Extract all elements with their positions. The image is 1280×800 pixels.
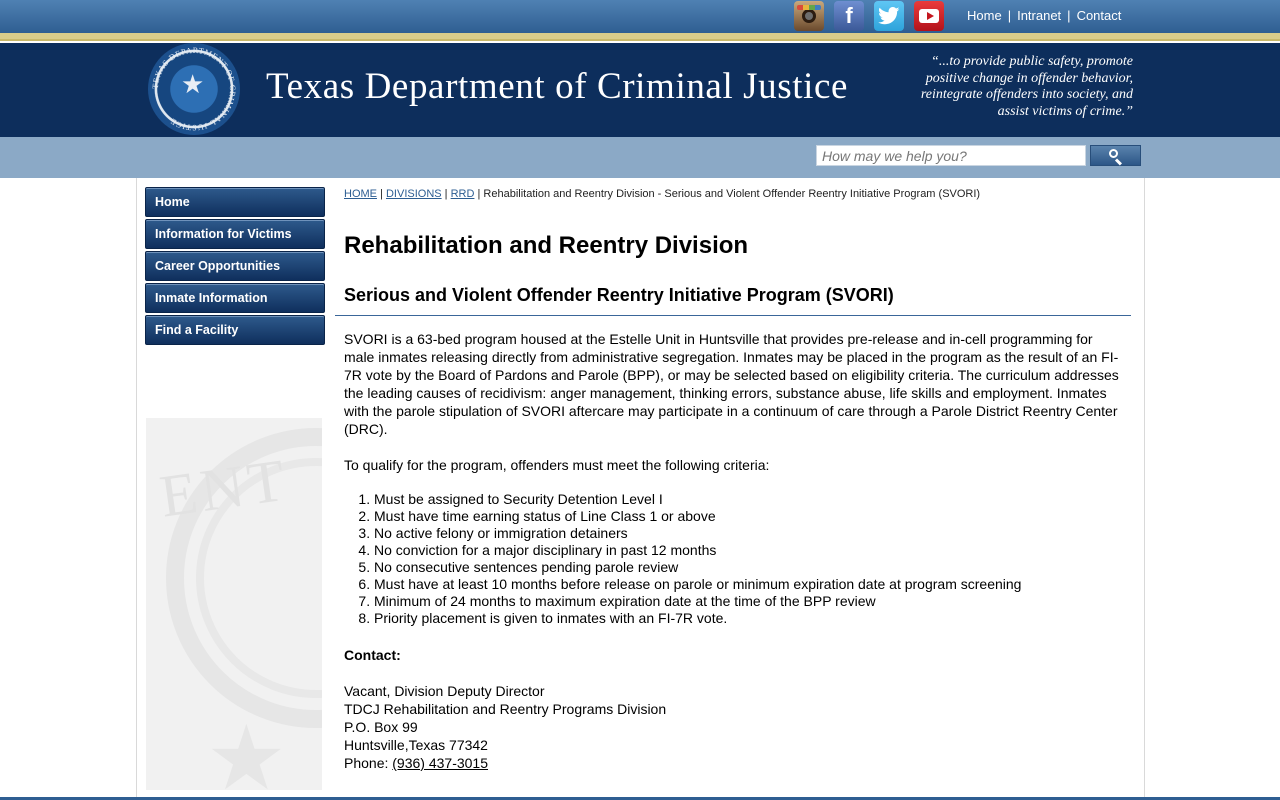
contact-po-box: P.O. Box 99 [344, 719, 418, 735]
top-link-separator: | [1067, 8, 1071, 23]
sidebar-nav [145, 187, 325, 347]
svg-text:TEXAS DEPARTMENT OF CRIMINAL J: TEXAS DEPARTMENT OF CRIMINAL JUSTICE [150, 45, 238, 133]
criteria-list [374, 491, 1021, 627]
list-item: 1. Must be assigned to Security Detention Level I [374, 491, 1021, 508]
phone-link[interactable]: (936) 437-3015 [392, 755, 489, 771]
section-title: Serious and Violent Offender Reentry Initiative Program (SVORI) [344, 285, 894, 305]
list-item: 8. Priority placement is given to inmates with an FI-7R vote. [374, 610, 1021, 627]
search-band [0, 137, 1280, 178]
tdcj-seal-logo[interactable] [148, 43, 240, 135]
instagram-lens [802, 9, 816, 23]
contact-block [344, 682, 666, 772]
site-title[interactable]: Texas Department of Criminal Justice [266, 66, 849, 107]
page-title: Rehabilitation and Reentry Division [344, 232, 749, 259]
breadcrumb-rrd[interactable]: RRD [450, 188, 475, 200]
youtube-play-box [919, 9, 939, 23]
sidebar-item-inmate-info[interactable]: Inmate Information [145, 283, 325, 313]
search-button[interactable] [1090, 145, 1141, 166]
youtube-icon[interactable] [914, 1, 944, 31]
contact-city: Huntsville,Texas 77342 [344, 737, 488, 753]
contact-organization: TDCJ Rehabilitation and Reentry Programs Division [344, 701, 667, 717]
breadcrumb-separator: | [380, 188, 383, 200]
twitter-bird-glyph [878, 7, 900, 25]
contact-phone-row [344, 754, 666, 772]
program-description: SVORI is a 63-bed program housed at the Estelle Unit in Huntsville that provides pre-release and in-cell programming for male inmates releasing directly from administrative segregation. Inmates may be placed in the program as the result of an FI-7R vote by the Board of Pardons and Parole (BPP), or may be selected based on eligibility criteria. The curriculum addresses the leading causes of recidivism: anger management, thinking errors, substance abuse, life skills and employment. Inmates with the parole stipulation of SVORI aftercare may participate in a continuum of care through a Parole District Reentry Center (DRC). [344, 331, 1119, 437]
breadcrumb-current: Rehabilitation and Reentry Division - Serious and Violent Offender Reentry Initiative Program (SVORI) [483, 188, 981, 200]
criteria-intro: To qualify for the program, offenders must meet the following criteria: [344, 457, 770, 473]
main-content [344, 187, 1131, 771]
sidebar-item-home[interactable]: Home [145, 187, 325, 217]
breadcrumb [344, 187, 1131, 201]
twitter-icon[interactable] [874, 1, 904, 31]
list-item: 2. Must have time earning status of Line Class 1 or above [374, 508, 1021, 525]
top-link-home[interactable]: Home [967, 8, 1002, 23]
list-item: 6. Must have at least 10 months before release on parole or minimum expiration date at program screening [374, 576, 1021, 593]
top-link-contact[interactable]: Contact [1076, 8, 1122, 23]
search-icon [1109, 149, 1123, 163]
top-link-separator: | [1007, 8, 1012, 23]
list-item: 7. Minimum of 24 months to maximum expiration date at the time of the BPP review [374, 593, 1021, 610]
site-header [0, 43, 1280, 137]
list-item: 3. No active felony or immigration detainers [374, 525, 1021, 542]
sidebar-item-careers[interactable]: Career Opportunities [145, 251, 325, 281]
seal-watermark: ENT ★ [146, 418, 322, 790]
contact-heading: Contact: [344, 647, 401, 663]
list-item: 4. No conviction for a major disciplinary in past 12 months [374, 542, 1021, 559]
contact-name: Vacant, Division Deputy Director [344, 683, 545, 699]
breadcrumb-divisions[interactable]: DIVISIONS [385, 188, 442, 200]
instagram-icon[interactable] [794, 1, 824, 31]
sidebar-item-find-facility[interactable]: Find a Facility [145, 315, 325, 345]
section-divider [335, 315, 1131, 316]
breadcrumb-home[interactable]: HOME [344, 188, 377, 200]
gold-divider [0, 33, 1280, 41]
mission-motto: “...to provide public safety, promote positive change in offender behavior, reintegrate offenders into society, and assist victims of crime.” [920, 54, 1133, 119]
search-input[interactable] [816, 145, 1086, 166]
top-utility-bar [0, 0, 1280, 33]
instagram-stripe [797, 5, 821, 10]
watermark-star-icon: ★ [206, 709, 287, 790]
sidebar-item-victims[interactable]: Information for Victims [145, 219, 325, 249]
top-links [967, 8, 1121, 23]
top-link-intranet[interactable]: Intranet [1017, 8, 1062, 23]
facebook-icon[interactable]: f [834, 1, 864, 31]
phone-label: Phone: [344, 755, 389, 771]
list-item: 5. No consecutive sentences pending parole review [374, 559, 1021, 576]
breadcrumb-separator: | [444, 188, 448, 200]
breadcrumb-separator: | [477, 188, 481, 200]
seal-star-icon: ★ [181, 69, 205, 99]
